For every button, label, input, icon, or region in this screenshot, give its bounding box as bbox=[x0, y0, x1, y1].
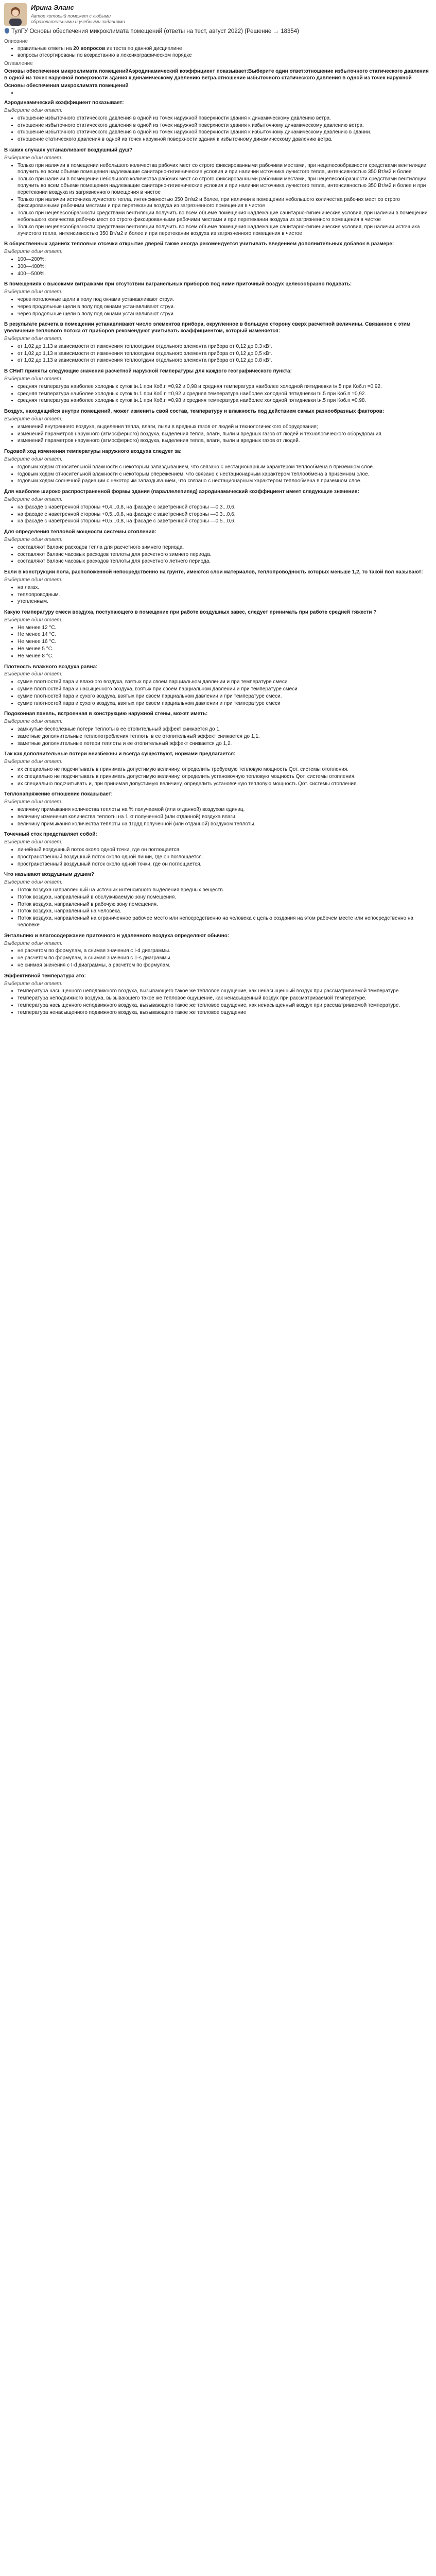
answer-list bbox=[4, 767, 432, 787]
description-item-text: вопросы отсортированы по возрастанию в лексикографическом порядке bbox=[18, 53, 192, 59]
answer-list bbox=[4, 679, 432, 707]
answer-option: • Только при наличии в помещении небольшого количества рабочих мест со строго фиксированными рабочими местами, при нецелесообразности средствами вентиляции получить во всем объеме помещения надлежащие санитарно-гигиенические условия и при наличии источника лучистого тепла, интенсивностью 350 Вт/м2 и более и при перетекании воздуха из загрязненного помещения в чистое bbox=[18, 176, 432, 196]
avatar[interactable] bbox=[4, 3, 27, 26]
question bbox=[4, 281, 432, 317]
question bbox=[4, 529, 432, 565]
answer-list bbox=[4, 257, 432, 277]
answer-option: • Поток воздуха, направленный в обслуживаемую зону помещения. bbox=[18, 894, 432, 901]
answer-list bbox=[4, 163, 432, 238]
question bbox=[4, 664, 432, 707]
question bbox=[4, 751, 432, 787]
answer-option: • их специально подсчитывать и, при принимая допустимую величину, определить установочную тепловую мощность Qот. системы отопления. bbox=[18, 781, 432, 788]
answer-list bbox=[4, 948, 432, 969]
answer-option: • через потолочные щели в полу под окнами устанавливают струи. bbox=[18, 297, 432, 303]
choose-label: Выберите один ответ: bbox=[4, 289, 63, 295]
answer-option: • изменений внутреннего воздуха, выделения тепла, влаги, пыли в вредных газов от людей и технологического оборудования; bbox=[18, 424, 432, 431]
description-label: Описание bbox=[4, 38, 28, 44]
question bbox=[4, 409, 432, 445]
answer-option: • Только при наличии источника лучистого тепла, интенсивностью 350 Вт/м2 и более, при наличии в помещении небольшого количества рабочих мест со строго фиксированными рабочими местами и при перетекании воздуха из загрязненного помещения в чистое bbox=[18, 197, 432, 210]
question-title: Воздух, находящийся внутри помещений, может изменить свой состав, температуру и влажность под действием самых разнообразных факторов: bbox=[4, 409, 385, 415]
choose-label: Выберите один ответ: bbox=[4, 108, 63, 114]
description-list bbox=[4, 46, 432, 60]
answer-option: • изменений параметров наружного (атмосферного) воздуха, выделения тепла, влаги, пыли и вредных газов от людей и технологического оборудования. bbox=[18, 431, 432, 438]
answer-option: • сумме плотностей пара и насыщенного воздуха, взятых при своем парциальном давлении и при температуре смеси bbox=[18, 686, 432, 693]
answer-option: • через продольные щели в полу под окнами устанавливают струи. bbox=[18, 304, 432, 311]
answer-option: • через продольные щели в полу под окнами устанавливают струи. bbox=[18, 311, 432, 318]
choose-label: Выберите один ответ: bbox=[4, 671, 63, 677]
question-title: Подоконная панель, встроенная в конструкцию наружной стены, может иметь: bbox=[4, 711, 208, 717]
choose-label: Выберите один ответ: bbox=[4, 839, 63, 845]
answer-option: • Поток воздуха, направленный в рабочую зону помещения. bbox=[18, 902, 432, 908]
answer-option: • годовым ходом солнечной радиации с некоторым запаздыванием, что связано с нестационарным характером теплообмена в приземном слое. bbox=[18, 478, 432, 485]
answer-option: • величину примыкания количества теплоты на 1грдд полученной (или отданной) воздухом теплоты. bbox=[18, 821, 432, 828]
answer-option: • сумме плотностей пара и сухого воздуха, взятых при своем парциальном давлении и при температуре смеси bbox=[18, 701, 432, 707]
question-title: В каких случаях устанавливают воздушный душ? bbox=[4, 147, 133, 154]
choose-label: Выберите один ответ: bbox=[4, 336, 63, 342]
question-title: Что называют воздушным душем? bbox=[4, 872, 94, 878]
question bbox=[4, 933, 432, 969]
answer-option: • средняя температура наиболее холодных суток tн.1 при Коб.п =0,98 и средняя температура наиболее холодной пятидневки tн.5 при Коб.п =0,98. bbox=[18, 398, 432, 404]
answer-option: • температура насыщенного неподвижного воздуха, вызывающего такое же тепловое ощущение, как ненасыщенный воздух при рассматриваемой температуре. bbox=[18, 988, 432, 995]
choose-label: Выберите один ответ: bbox=[4, 617, 63, 623]
question-title: Для наиболее широко распространенной формы здания (параллелепипед) аэродинамический коэффициент имеет следующие значения: bbox=[4, 489, 359, 495]
question-title: Точечный сток представляет собой: bbox=[4, 832, 97, 838]
answer-option: • не расчетом по формулам, а снимая значения с I-d диаграммы. bbox=[18, 948, 432, 955]
description-item bbox=[18, 53, 432, 59]
answer-option: • составляют баланс часовых расходов теплоты для расчетного летнего периода. bbox=[18, 558, 432, 565]
answer-option: • Поток воздуха направленный на источник интенсивного выделения вредных веществ. bbox=[18, 887, 432, 894]
shield-icon bbox=[4, 28, 10, 37]
answer-list bbox=[4, 424, 432, 445]
answer-list bbox=[4, 344, 432, 364]
answer-list bbox=[4, 297, 432, 317]
choose-label: Выберите один ответ: bbox=[4, 879, 63, 886]
answer-list bbox=[4, 464, 432, 485]
questions bbox=[4, 100, 432, 1016]
list-item bbox=[18, 90, 432, 96]
choose-label: Выберите один ответ: bbox=[4, 249, 63, 255]
answer-option: • годовым ходом относительной влажности с некоторым запаздыванием, что связано с нестационарным характером теплообмена в приземном слое. bbox=[18, 464, 432, 471]
choose-label: Выберите один ответ: bbox=[4, 496, 63, 502]
answer-option: • не расчетом по формулам, а снимая значения с T-s диаграммы. bbox=[18, 955, 432, 962]
answer-option: • изменений параметров наружного (атмосферного) воздуха, выделения тепла, влаги, пыли и вредных газов от людей. bbox=[18, 438, 432, 445]
answer-option: • отношение избыточного статического давления в одной из точек наружной поверхности здания к избыточному динамическому давлению ветра. bbox=[18, 123, 432, 129]
answer-option: • температура насыщенного неподвижного воздуха, вызывающего такое же тепловое ощущение, как ненасыщенный воздух при рассматриваемой температуре. bbox=[18, 1003, 432, 1009]
answer-option: • средняя температура наиболее холодных суток tн.1 при Коб.п =0,92 и средняя температура наиболее холодной пятидневки tн.5 при Коб.п =0,92. bbox=[18, 391, 432, 398]
answer-list bbox=[4, 847, 432, 868]
answer-option: • замкнутые бесполезные потери теплоты в ее отопительный эффект снижается до 1. bbox=[18, 726, 432, 733]
author-description: Автор который поможет с любыми образовательными и учебными заданиями bbox=[31, 13, 125, 25]
question-title: Эффективной температура это: bbox=[4, 973, 86, 979]
answer-list bbox=[4, 504, 432, 525]
question bbox=[4, 569, 432, 605]
question-title: Так как дополнительные потери неизбежны и всегда существуют, нормами предлагается: bbox=[4, 751, 236, 757]
answer-list bbox=[4, 988, 432, 1016]
answer-option: • 400—500%. bbox=[18, 271, 432, 278]
answer-option: • утепленным. bbox=[18, 599, 432, 605]
answer-option: • величину изменения количества теплоты на 1 кг полученной (или отданной) воздуха влаги. bbox=[18, 814, 432, 821]
description-item-text: из теста по данной дисциплине bbox=[105, 45, 182, 52]
answer-option: • Не менее 12 °С. bbox=[18, 625, 432, 632]
question bbox=[4, 100, 432, 143]
answer-option: • Поток воздуха, направленный на человека. bbox=[18, 908, 432, 915]
question bbox=[4, 973, 432, 1016]
answer-list bbox=[4, 887, 432, 929]
answer-option: • от 1,02 до 1,13 в зависимости от изменения теплоотдачи отдельного элемента прибора от 0,12 до 0,3 кВт. bbox=[18, 344, 432, 350]
avatar-image bbox=[4, 3, 27, 26]
choose-label: Выберите один ответ: bbox=[4, 416, 63, 422]
choose-label: Выберите один ответ: bbox=[4, 577, 63, 583]
answer-option: • от 1,02 до 1,13 в зависимости от изменения теплоотдачи отдельного элемента прибора от 0,12 до 0,8 кВт. bbox=[18, 358, 432, 364]
answer-option: • 300—400%; bbox=[18, 264, 432, 270]
answer-list bbox=[4, 545, 432, 565]
question-title: В помещениях с высокими витражами при отсутствии вагранельных приборов под ними приточный воздух целесообразно подавать: bbox=[4, 281, 352, 287]
question bbox=[4, 609, 432, 660]
question bbox=[4, 832, 432, 868]
choose-label: Выберите один ответ: bbox=[4, 536, 63, 543]
answer-option: • температура неподвижного воздуха, вызывающего такое же тепловое ощущение, как ненасыщенный воздух при рассматриваемой температуре. bbox=[18, 995, 432, 1002]
author-block bbox=[4, 3, 432, 26]
description-item-bold: 20 вопросов bbox=[73, 45, 106, 52]
question-title: Если в конструкции пола, расположенной непосредственно на грунте, имеются слои материалов, теплопроводность которых меньше 1,2, то такой пол называют: bbox=[4, 569, 423, 575]
answer-option: • отношение избыточного статического давления в одной из точек наружной поверхности здания к динамическому давлению ветра. bbox=[18, 115, 432, 122]
answer-option: • сумме плотностей пара и сухого воздуха, взятых при своем парциальном давлении и при температуре смеси. bbox=[18, 693, 432, 700]
answer-option: • теплопроводным. bbox=[18, 592, 432, 599]
answer-option: • пространственный воздушный поток около одной точки, где он поглощается. bbox=[18, 861, 432, 868]
answer-list bbox=[4, 384, 432, 404]
answer-option: • температура ненасыщенного подвижного воздуха, вызывающего такое же тепловое ощущение bbox=[18, 1010, 432, 1016]
answer-option: • Не менее 5 °С. bbox=[18, 646, 432, 653]
question-title: Энтальпию и влагосодержание приточного и удаленного воздуха определяют обычно: bbox=[4, 933, 230, 939]
question-title: Плотность влажного воздуха равна: bbox=[4, 664, 98, 670]
answer-option: • на фасаде с наветренной стороны +0,4...0,8, на фасаде с заветренной стороны —0,3...0,6. bbox=[18, 504, 432, 511]
section-title: Основы обеспечения микроклимата помещений bbox=[4, 82, 129, 89]
answer-list bbox=[4, 625, 432, 660]
answer-option: • Поток воздуха, направленный на ограниченное рабочее место или непосредственно на человека с целью создания на этом рабочем месте или непосредственно на человеке bbox=[18, 916, 432, 929]
answer-option: • на фасаде с наветренной стороны +0,5...0,8, на фасаде с заветренной стороны —0,5...0,6. bbox=[18, 518, 432, 525]
answer-option: • годовым ходом относительной влажности с некоторым опережением, что связано с нестационарным характером теплообмена в приземном слое. bbox=[18, 471, 432, 478]
question bbox=[4, 711, 432, 747]
page-title bbox=[4, 28, 432, 37]
question-title: В результате расчета в помещении устанавливают число элементов прибора, округленное в большую сторону сверх расчетной величины. Связанное с этим увеличение теплового потока от приборов рекомендуют учитывать коэффициентом, который изменяется: bbox=[4, 321, 411, 334]
answer-option: • их специально не подсчитывать в принимать допустимую величину, определить требуемую тепловую мощность Qот. системы отопления. bbox=[18, 767, 432, 773]
choose-label: Выберите один ответ: bbox=[4, 759, 63, 765]
answer-option: • пространственный воздушный поток около одной линии, где он поглощается. bbox=[18, 854, 432, 861]
choose-label: Выберите один ответ: bbox=[4, 456, 63, 462]
answer-option: • отношение статического давления в одной из точек наружной поверхности здания к избыточному динамическому давлению ветра. bbox=[18, 137, 432, 143]
answer-list bbox=[4, 585, 432, 605]
choose-label: Выберите один ответ: bbox=[4, 376, 63, 382]
answer-option: • составляют баланс часовых расходов теплоты для расчетного зимнего периода. bbox=[18, 552, 432, 558]
choose-label: Выберите один ответ: bbox=[4, 719, 63, 725]
answer-option: • сумме плотностей пара и влажного воздуха, взятых при своем парциальном давлении и при температуре смеси bbox=[18, 679, 432, 686]
answer-option: • Не менее 16 °С. bbox=[18, 639, 432, 646]
answer-option: • Не менее 8 °С. bbox=[18, 653, 432, 660]
answer-option: • отношение избыточного статического давления в одной из точек наружной поверхности здания к избыточному динамическому давлению в здании. bbox=[18, 129, 432, 136]
answer-option: • Только при нецелесообразности средствами вентиляции получить во всем объеме помещения надлежащие санитарно-гигиенические условия, при наличии в помещении небольшого количества рабочих мест со строго фиксированными рабочими местами и при перетекании воздуха из загрязненного помещения в чистое bbox=[18, 210, 432, 224]
question-title: Аэродинамический коэффициент показывает: bbox=[4, 100, 124, 106]
choose-label: Выберите один ответ: bbox=[4, 155, 63, 161]
question bbox=[4, 449, 432, 485]
answer-option: • Только при нецелесообразности средствами вентиляции получить во всем объеме помещения надлежащие санитарно-гигиенические условия, при наличии источника лучистого тепла, интенсивностью 350 Вт/м2 и более и при перетекании воздуха из загрязненного помещения в чистое bbox=[18, 224, 432, 238]
question-title: В СНиП приняты следующие значения расчетной наружной температуры для каждого географического пункта: bbox=[4, 368, 292, 375]
question bbox=[4, 489, 432, 525]
answer-option: • 100—200%; bbox=[18, 257, 432, 263]
question-title: Годовой ход изменения температуры наружного воздуха следует за: bbox=[4, 449, 182, 455]
question-title: Теплонапряжение отношение показывает: bbox=[4, 791, 113, 798]
answer-option: • не снимая значения с I-d диаграммы, а расчетом по формулам. bbox=[18, 962, 432, 969]
answer-option: • на лагах. bbox=[18, 585, 432, 591]
answer-option: • заметные дополнительные потери теплоты и ее отопительный эффект снижается до 1,2. bbox=[18, 741, 432, 748]
answer-option: • от 1,02 до 1,13 в зависимости от изменения теплоотдачи отдельного элемента прибора от 0,12 до 0,5 кВт. bbox=[18, 351, 432, 358]
question bbox=[4, 368, 432, 404]
description-item bbox=[18, 46, 432, 53]
answer-option: • Не менее 14 °С. bbox=[18, 632, 432, 638]
question bbox=[4, 241, 432, 277]
answer-option: • их специально не подсчитывать в принимать допустимую величину, определить установочную тепловую мощность Qот. системы отопления. bbox=[18, 774, 432, 781]
question-title: Для определения тепловой мощности системы отопления: bbox=[4, 529, 156, 535]
page-title-text: ТулГУ Основы обеспечения микроклимата помещений (ответы на тест, август 2022) (Решение → 18354) bbox=[11, 28, 300, 35]
choose-label: Выберите один ответ: bbox=[4, 940, 63, 946]
question-title: Какую температуру смеси воздуха, поступающего в помещение при работе воздушных завес, следует принимать при работе средней тяжести ? bbox=[4, 609, 377, 616]
answer-list bbox=[4, 115, 432, 143]
answer-list bbox=[4, 807, 432, 827]
page bbox=[0, 0, 436, 1028]
choose-label: Выберите один ответ: bbox=[4, 799, 63, 805]
question bbox=[4, 872, 432, 928]
question bbox=[4, 791, 432, 827]
toc-label: Оглавление bbox=[4, 61, 33, 67]
description-item-text: правильные ответы на bbox=[18, 45, 74, 52]
answer-option: • заметные дополнительные теплопотребления теплоты в ее отопительный эффект снижается до 1,1. bbox=[18, 734, 432, 740]
question bbox=[4, 147, 432, 237]
empty-list bbox=[4, 90, 432, 96]
author-name[interactable]: Ирина Эланс bbox=[31, 4, 74, 11]
question bbox=[4, 321, 432, 364]
answer-option: • средняя температура наиболее холодных суток tн.1 при Коб.п =0,92 и 0,98 и средняя температура наиболее холодной пятидневки tн.5 при Коб.п =0,92. bbox=[18, 384, 432, 391]
answer-list bbox=[4, 726, 432, 747]
answer-option: • составляют баланс расходов тепла для расчетного зимнего периода. bbox=[18, 545, 432, 551]
answer-option: • линейный воздушный поток около одной точки, где он поглощается. bbox=[18, 847, 432, 854]
question-title: В общественных зданиях тепловые отсечки открытие дверей также иногда рекомендуется учитывать введением дополнительных добавок в размере: bbox=[4, 241, 394, 247]
choose-label: Выберите один ответ: bbox=[4, 980, 63, 987]
toc-text: Основы обеспечения микроклимата помещенийАэродинамический коэффициент показывает:Выберите один ответ:отношение избыточного статического давления в одной из точек наружной поверхности здания к динамическому давлению ветра.отношение избыточного статического давления в одной из точек наружной bbox=[4, 68, 429, 81]
answer-option: • на фасаде с наветренной стороны +0,5...0,8, на фасаде с заветренной стороны —0,3...0,6. bbox=[18, 512, 432, 518]
answer-option: • Только при наличии в помещении небольшого количества рабочих мест со строго фиксированными рабочими местами, при нецелесообразности средствами вентиляции получить во всем объеме помещения надлежащие санитарно-гигиенические условия и при наличии источника лучистого тепла, интенсивностью 350 Вт/м2 и более bbox=[18, 163, 432, 176]
answer-option: • величину примыкания количества теплоты на % получаемой (или отданной) воздухом единиц. bbox=[18, 807, 432, 814]
